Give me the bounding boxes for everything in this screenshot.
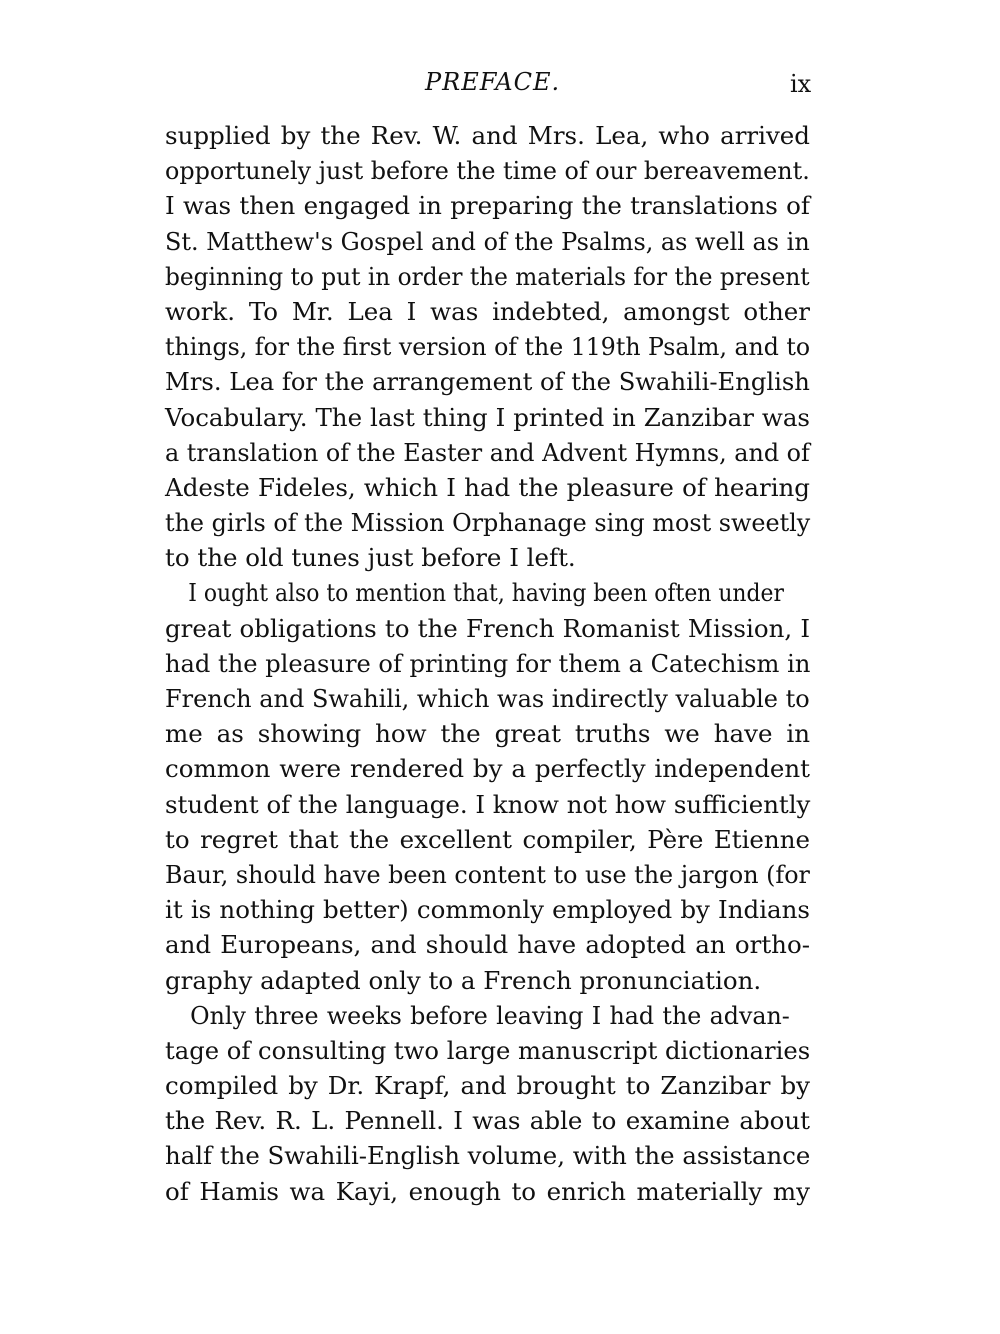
text-line: the Rev. R. L. Pennell. I was able to examine about: [165, 1106, 810, 1136]
text-line: of Hamis wa Kayi, enough to enrich materially my: [165, 1176, 810, 1206]
text-line: a translation of the Easter and Advent Hymns, and of: [165, 437, 810, 467]
text-line: Mrs. Lea for the arrangement of the Swahili-English: [165, 367, 810, 397]
text-line: beginning to put in order the materials for the present: [165, 261, 810, 291]
text-line: had the pleasure of printing for them a Catechism in: [165, 648, 811, 678]
text-line: opportunely just before the time of our bereavement.: [165, 156, 810, 186]
text-line: to regret that the excellent compiler, Père Etienne: [165, 824, 810, 854]
paragraph-1: [165, 118, 810, 575]
paragraph-2: [165, 575, 810, 997]
running-head: [0, 68, 1000, 108]
text-line: me as showing how the great truths we have in: [165, 719, 810, 749]
text-line: tage of consulting two large manuscript dictionaries: [165, 1035, 811, 1065]
running-title: PREFACE.: [425, 68, 561, 96]
text-line: the girls of the Mission Orphanage sing most sweetly: [165, 508, 811, 538]
text-line: and Europeans, and should have adopted an ortho-: [165, 930, 810, 960]
text-line: Adeste Fideles, which I had the pleasure of hearing: [165, 472, 810, 502]
text-line: graphy adapted only to a French pronunciation.: [165, 965, 762, 995]
page-number: ix: [790, 70, 812, 98]
text-line: St. Matthew's Gospel and of the Psalms, as well as in: [165, 226, 810, 256]
text-line: to the old tunes just before I left.: [165, 543, 576, 573]
text-line: it is nothing better) commonly employed by Indians: [165, 895, 810, 925]
text-line: half the Swahili-English volume, with the assistance: [165, 1141, 811, 1171]
text-line: Only three weeks before leaving I had the advan-: [190, 1000, 790, 1030]
text-line: supplied by the Rev. W. and Mrs. Lea, who arrived: [165, 121, 810, 150]
text-line: work. To Mr. Lea I was indebted, amongst other: [165, 296, 810, 326]
text-line: compiled by Dr. Krapf, and brought to Zanzibar by: [165, 1071, 810, 1101]
text-line: great obligations to the French Romanist Mission, I: [165, 613, 810, 643]
body-text: [165, 118, 810, 1209]
paragraph-3: [165, 998, 810, 1209]
text-line: I ought also to mention that, having been often under: [188, 578, 784, 608]
text-line: Vocabulary. The last thing I printed in Zanzibar was: [165, 402, 810, 432]
text-line: Baur, should have been content to use the jargon (for: [165, 859, 810, 889]
text-line: things, for the first version of the 119th Psalm, and to: [165, 332, 811, 362]
text-line: student of the language. I know not how sufficiently: [165, 789, 811, 819]
text-line: French and Swahili, which was indirectly valuable to: [165, 684, 810, 713]
text-line: common were rendered by a perfectly independent: [165, 754, 810, 784]
text-line: I was then engaged in preparing the translations of: [165, 191, 810, 221]
